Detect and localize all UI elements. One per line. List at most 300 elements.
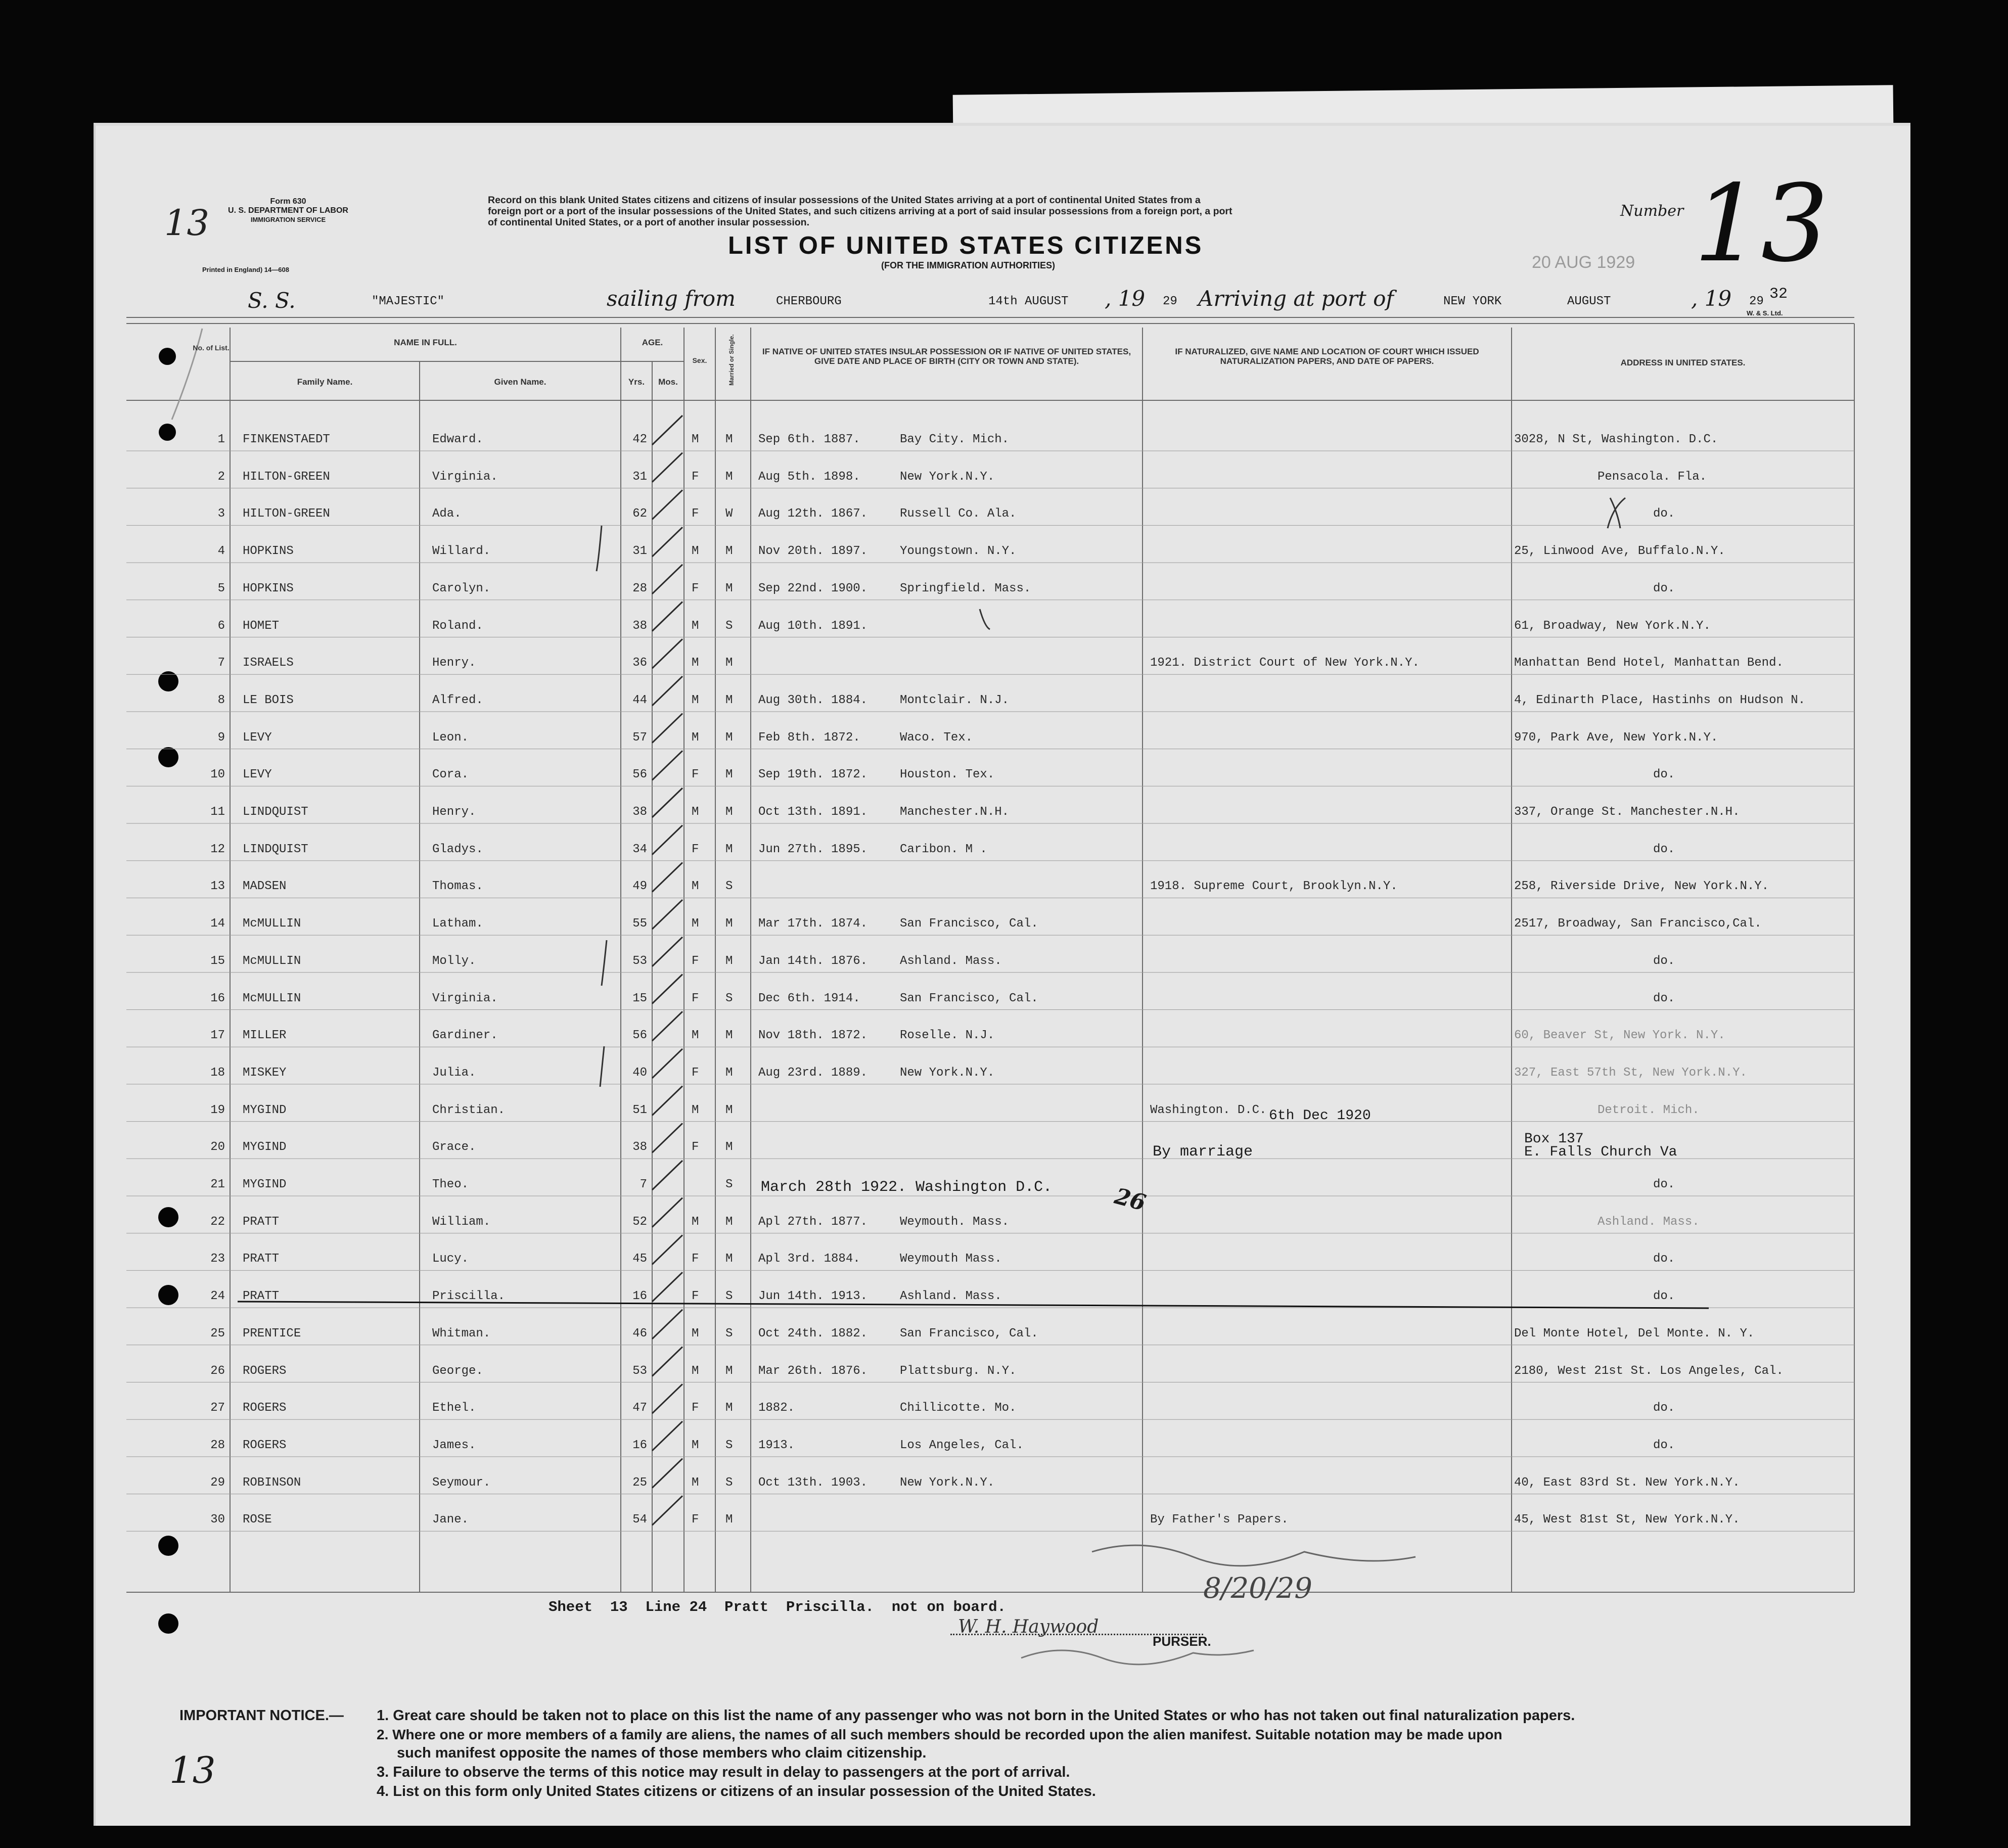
age-years: 38: [632, 1140, 647, 1154]
family-name: MYGIND: [243, 1178, 287, 1191]
page-title: LIST OF UNITED STATES CITIZENS: [728, 232, 1204, 259]
mygind-nat-date: 6th Dec 1920: [1269, 1108, 1371, 1124]
sex: F: [692, 507, 699, 521]
ss-label: S. S.: [248, 288, 296, 313]
marital-status: S: [725, 1326, 733, 1341]
address: 3028, N St, Washington. D.C.: [1514, 433, 1718, 446]
age-years: 52: [632, 1215, 647, 1229]
birth-date: Mar 17th. 1874.: [758, 917, 868, 931]
naturalization: 1918. Supreme Court, Brooklyn.N.Y.: [1150, 880, 1398, 894]
sex: F: [692, 1401, 699, 1415]
year-prefix-1: , 19: [1105, 286, 1146, 311]
address: Del Monte Hotel, Del Monte. N. Y.: [1514, 1326, 1755, 1341]
sex: M: [692, 619, 699, 633]
col-given-name: Given Name.: [494, 377, 546, 387]
address: 327, East 57th St, New York.N.Y.: [1514, 1066, 1747, 1080]
number-value: 13: [1694, 162, 1829, 286]
family-name: LINDQUIST: [243, 805, 308, 819]
sex: M: [692, 1438, 699, 1452]
printed-note: Printed in England) 14—608: [202, 266, 289, 273]
col-address: ADDRESS IN UNITED STATES.: [1620, 358, 1746, 367]
address: 4, Edinarth Place, Hastinhs on Hudson N.: [1514, 693, 1806, 707]
birth-place: Youngstown. N.Y.: [900, 544, 1017, 559]
family-name: PRATT: [243, 1289, 280, 1304]
address: 25, Linwood Ave, Buffalo.N.Y.: [1514, 544, 1725, 559]
check-mark: [652, 862, 682, 892]
arriving-label: Arriving at port of: [1198, 286, 1394, 311]
given-name: Priscilla.: [432, 1289, 506, 1304]
age-years: 44: [632, 693, 647, 707]
row-number: 26: [210, 1364, 225, 1378]
naturalization: Washington. D.C.: [1150, 1103, 1267, 1117]
row-number: 24: [210, 1289, 225, 1304]
col-native: IF NATIVE OF UNITED STATES INSULAR POSSESSION OR IF NATIVE OF UNITED STATES, GIVE DATE AND PLACE OF BIRTH (CITY OR TOWN AND STATE).: [762, 347, 1131, 366]
birth-place: Caribon. M .: [900, 842, 987, 856]
sex: F: [692, 581, 699, 595]
given-name: Edward.: [432, 433, 483, 446]
birth-date: Dec 6th. 1914.: [758, 991, 860, 1005]
age-years: 15: [632, 991, 647, 1005]
given-name: Leon.: [432, 730, 469, 745]
sex: F: [692, 768, 699, 782]
given-name: Molly.: [432, 954, 476, 968]
birth-place: San Francisco, Cal.: [900, 917, 1038, 931]
sex: M: [692, 1215, 699, 1229]
given-name: Virginia.: [432, 991, 498, 1005]
marital-status: S: [725, 991, 733, 1005]
given-name: Lucy.: [432, 1252, 469, 1266]
address: Detroit. Mich.: [1598, 1103, 1700, 1117]
address: 60, Beaver St, New York. N.Y.: [1514, 1029, 1725, 1043]
age-years: 53: [632, 954, 647, 968]
address: do.: [1653, 1289, 1675, 1304]
marital-status: M: [725, 917, 733, 931]
sex: F: [692, 1252, 699, 1266]
check-mark: [652, 788, 682, 817]
birth-date: 1882.: [758, 1401, 795, 1415]
address: do.: [1653, 581, 1675, 595]
family-name: ROBINSON: [243, 1475, 301, 1490]
family-name: HILTON-GREEN: [243, 507, 330, 521]
birth-date: Oct 13th. 1903.: [758, 1475, 868, 1490]
age-years: 28: [632, 581, 647, 595]
address: Manhattan Bend Hotel, Manhattan Bend.: [1514, 656, 1784, 670]
given-name: Ada.: [432, 507, 462, 521]
col-mos: Mos.: [658, 377, 678, 387]
col-sex: Sex.: [692, 356, 707, 364]
family-name: PRATT: [243, 1215, 280, 1229]
given-name: Latham.: [432, 917, 483, 931]
page-subtitle: (FOR THE IMMIGRATION AUTHORITIES): [881, 260, 1055, 270]
number-label: Number: [1620, 202, 1684, 220]
marital-status: M: [725, 581, 733, 595]
address: do.: [1653, 954, 1675, 968]
given-name: Alfred.: [432, 693, 483, 707]
family-name: ROGERS: [243, 1364, 287, 1378]
birth-date: Sep 22nd. 1900.: [758, 581, 868, 595]
notice-item: 1. Great care should be taken not to place on this list the name of any passenger who was not born in the United States or who has not taken out final naturalization papers.: [377, 1707, 1575, 1724]
check-mark: [652, 1049, 682, 1078]
row-number: 23: [210, 1252, 225, 1266]
family-name: HOMET: [243, 619, 280, 633]
margin-mark-bottom: 13: [169, 1749, 216, 1791]
age-years: 25: [632, 1475, 647, 1490]
family-name: PRENTICE: [243, 1326, 301, 1341]
birth-place: Houston. Tex.: [900, 768, 995, 782]
marital-status: S: [725, 1178, 733, 1191]
check-mark: [652, 1421, 682, 1451]
col-family-name: Family Name.: [297, 377, 353, 387]
given-name: Thomas.: [432, 880, 483, 894]
preamble-line: of continental United States, or a port of another insular possession.: [488, 217, 809, 228]
age-years: 38: [632, 805, 647, 819]
theo-birth: March 28th 1922. Washington D.C.: [761, 1179, 1053, 1196]
marital-status: M: [725, 1103, 733, 1117]
row-number: 27: [210, 1401, 225, 1415]
age-years: 45: [632, 1252, 647, 1266]
check-mark: [652, 900, 682, 929]
row-number: 11: [210, 805, 225, 819]
row-number: 9: [217, 730, 225, 745]
naturalization: 1921. District Court of New York.N.Y.: [1150, 656, 1420, 670]
family-name: LE BOIS: [243, 693, 294, 707]
marital-status: M: [725, 1513, 733, 1527]
address: do.: [1653, 1401, 1675, 1415]
given-name: Grace.: [432, 1140, 476, 1154]
preamble-line: foreign port or a port of the insular possessions of the United States, and such citizens arriving at a port of said insular possessions from a foreign port, a port: [488, 206, 1233, 217]
birth-place: San Francisco, Cal.: [900, 1326, 1038, 1341]
family-name: LEVY: [243, 768, 272, 782]
row-number: 13: [210, 880, 225, 894]
age-years: 31: [632, 470, 647, 484]
marital-status: M: [725, 842, 733, 856]
sex: M: [692, 1364, 699, 1378]
age-years: 56: [632, 1029, 647, 1043]
row-number: 2: [217, 470, 225, 484]
family-name: MADSEN: [243, 880, 287, 894]
marital-status: M: [725, 1140, 733, 1154]
marital-status: S: [725, 1289, 733, 1304]
family-name: ROGERS: [243, 1438, 287, 1452]
row-number: 14: [210, 917, 225, 931]
row-number: 19: [210, 1103, 225, 1117]
naturalization: By Father's Papers.: [1150, 1513, 1289, 1527]
age-years: 47: [632, 1401, 647, 1415]
check-mark: [652, 825, 682, 855]
address: 45, West 81st St, New York.N.Y.: [1514, 1513, 1740, 1527]
birth-place: Montclair. N.J.: [900, 693, 1010, 707]
family-name: MISKEY: [243, 1066, 287, 1080]
sex: F: [692, 470, 699, 484]
col-yrs: Yrs.: [628, 377, 645, 387]
by-marriage: By marriage: [1153, 1143, 1253, 1161]
given-name: Carolyn.: [432, 581, 491, 595]
port-to: NEW YORK: [1443, 295, 1502, 308]
given-name: Theo.: [432, 1178, 469, 1191]
check-mark: [652, 1459, 682, 1488]
birth-place: Russell Co. Ala.: [900, 507, 1017, 521]
birth-date: Nov 18th. 1872.: [758, 1029, 868, 1043]
birth-place: New York.N.Y.: [900, 1475, 995, 1490]
address: 61, Broadway, New York.N.Y.: [1514, 619, 1711, 633]
age-years: 7: [640, 1178, 647, 1191]
sex: M: [692, 1326, 699, 1341]
printer-mark: W. & S. Ltd.: [1747, 309, 1783, 317]
marital-status: M: [725, 1252, 733, 1266]
family-name: McMULLIN: [243, 917, 301, 931]
address: 2180, West 21st St. Los Angeles, Cal.: [1514, 1364, 1784, 1378]
row-number: 29: [210, 1475, 225, 1490]
address: Ashland. Mass.: [1598, 1215, 1700, 1229]
given-name: Julia.: [432, 1066, 476, 1080]
age-years: 53: [632, 1364, 647, 1378]
year-1: 29: [1163, 295, 1177, 308]
birth-place: Chillicotte. Mo.: [900, 1401, 1017, 1415]
row-number: 7: [217, 656, 225, 670]
birth-date: Aug 12th. 1867.: [758, 507, 868, 521]
row-number: 30: [210, 1513, 225, 1527]
check-mark: [652, 1011, 682, 1041]
given-name: Gladys.: [432, 842, 483, 856]
marital-status: S: [725, 619, 733, 633]
address: Pensacola. Fla.: [1598, 470, 1707, 484]
birth-place: Plattsburg. N.Y.: [900, 1364, 1017, 1378]
family-name: LEVY: [243, 730, 272, 745]
family-name: ROSE: [243, 1513, 272, 1527]
address: 258, Riverside Drive, New York.N.Y.: [1514, 880, 1769, 894]
address: 337, Orange St. Manchester.N.H.: [1514, 805, 1740, 819]
year-prefix-2: , 19: [1691, 286, 1732, 311]
date-stamp: 20 AUG 1929: [1532, 253, 1635, 272]
sex: M: [692, 917, 699, 931]
row-number: 6: [217, 619, 225, 633]
marital-status: M: [725, 1029, 733, 1043]
row-number: 10: [210, 768, 225, 782]
sheet-note: Sheet 13 Line 24 Pratt Priscilla. not on board.: [549, 1599, 1006, 1615]
age-years: 34: [632, 842, 647, 856]
notice-heading: IMPORTANT NOTICE.—: [179, 1707, 344, 1724]
col-age: AGE.: [642, 338, 663, 347]
form-number: Form 630: [270, 197, 306, 206]
row-number: 21: [210, 1178, 225, 1191]
given-name: William.: [432, 1215, 491, 1229]
family-name: MILLER: [243, 1029, 287, 1043]
birth-date: Mar 26th. 1876.: [758, 1364, 868, 1378]
row-number: 22: [210, 1215, 225, 1229]
birth-date: Aug 10th. 1891.: [758, 619, 868, 633]
birth-place: Waco. Tex.: [900, 730, 973, 745]
given-name: Gardiner.: [432, 1029, 498, 1043]
marital-status: M: [725, 768, 733, 782]
age-years: 42: [632, 433, 647, 446]
row-number: 28: [210, 1438, 225, 1452]
marital-status: M: [725, 805, 733, 819]
check-mark: [652, 1310, 682, 1339]
birth-place: Ashland. Mass.: [900, 1289, 1002, 1304]
row-number: 15: [210, 954, 225, 968]
birth-date: Jan 14th. 1876.: [758, 954, 868, 968]
given-name: Jane.: [432, 1513, 469, 1527]
ship-name: "MAJESTIC": [372, 295, 445, 308]
birth-place: New York.N.Y.: [900, 1066, 995, 1080]
birth-place: Weymouth. Mass.: [900, 1215, 1010, 1229]
family-name: MYGIND: [243, 1140, 287, 1154]
handwritten-date: 8/20/29: [1203, 1572, 1312, 1605]
birth-date: Aug 5th. 1898.: [758, 470, 860, 484]
family-name: McMULLIN: [243, 954, 301, 968]
row-number: 8: [217, 693, 225, 707]
family-name: PRATT: [243, 1252, 280, 1266]
sex: F: [692, 1140, 699, 1154]
family-name: ROGERS: [243, 1401, 287, 1415]
check-mark: [652, 1161, 682, 1190]
birth-date: Aug 30th. 1884.: [758, 693, 868, 707]
address: 970, Park Ave, New York.N.Y.: [1514, 730, 1718, 745]
check-mark: [652, 639, 682, 668]
preamble-line: Record on this blank United States citizens and citizens of insular possessions of the United States arriving at a port of continental United States from a: [488, 195, 1201, 206]
address: do.: [1653, 1252, 1675, 1266]
sex: F: [692, 1289, 699, 1304]
marital-status: M: [725, 433, 733, 446]
check-mark: [652, 527, 682, 557]
col-naturalized: IF NATURALIZED, GIVE NAME AND LOCATION OF COURT WHICH ISSUED NATURALIZATION PAPERS, AND DATE OF PAPERS.: [1175, 347, 1479, 366]
day-to: 32: [1769, 286, 1788, 303]
age-years: 46: [632, 1326, 647, 1341]
age-years: 38: [632, 619, 647, 633]
sex: F: [692, 954, 699, 968]
given-name: James.: [432, 1438, 476, 1452]
address: 2517, Broadway, San Francisco,Cal.: [1514, 917, 1762, 931]
marital-status: S: [725, 880, 733, 894]
age-years: 31: [632, 544, 647, 559]
row-number: 20: [210, 1140, 225, 1154]
family-name: MYGIND: [243, 1103, 287, 1117]
check-mark: [652, 1347, 682, 1376]
sex: F: [692, 1513, 699, 1527]
address: do.: [1653, 1178, 1675, 1191]
year-2: 29: [1749, 295, 1764, 308]
family-name: HOPKINS: [243, 544, 294, 559]
given-name: Willard.: [432, 544, 491, 559]
given-name: Ethel.: [432, 1401, 476, 1415]
row-number: 17: [210, 1029, 225, 1043]
col-no-of-list: No. of List.: [193, 344, 230, 352]
given-name: Whitman.: [432, 1326, 491, 1341]
code-26: 26: [1112, 1183, 1149, 1217]
date-from: 14th AUGUST: [988, 295, 1069, 308]
given-name: Christian.: [432, 1103, 506, 1117]
age-years: 56: [632, 768, 647, 782]
birth-date: Oct 24th. 1882.: [758, 1326, 868, 1341]
marital-status: M: [725, 693, 733, 707]
given-name: Cora.: [432, 768, 469, 782]
sex: M: [692, 693, 699, 707]
sex: M: [692, 1475, 699, 1490]
birth-date: Aug 23rd. 1889.: [758, 1066, 868, 1080]
check-mark: [652, 975, 682, 1004]
check-mark: [652, 714, 682, 743]
check-mark: [652, 1496, 682, 1525]
port-from: CHERBOURG: [776, 295, 842, 308]
department: U. S. DEPARTMENT OF LABOR: [228, 206, 348, 215]
sex: M: [692, 544, 699, 559]
box-address: Box 137: [1524, 1131, 1584, 1147]
notice-item: 3. Failure to observe the terms of this notice may result in delay to passengers at the port of arrival.: [377, 1764, 1070, 1780]
marital-status: M: [725, 470, 733, 484]
marital-status: W: [725, 507, 733, 521]
marital-status: M: [725, 656, 733, 670]
age-years: 36: [632, 656, 647, 670]
birth-date: Nov 20th. 1897.: [758, 544, 868, 559]
check-mark: [652, 565, 682, 594]
row-number: 3: [217, 507, 225, 521]
marital-status: M: [725, 1215, 733, 1229]
address: do.: [1653, 991, 1675, 1005]
check-mark: [652, 1123, 682, 1152]
birth-date: Sep 19th. 1872.: [758, 768, 868, 782]
sex: M: [692, 656, 699, 670]
birth-date: Apl 27th. 1877.: [758, 1215, 868, 1229]
given-name: George.: [432, 1364, 483, 1378]
address: do.: [1653, 768, 1675, 782]
birth-date: Apl 3rd. 1884.: [758, 1252, 860, 1266]
given-name: Roland.: [432, 619, 483, 633]
sex: F: [692, 842, 699, 856]
marital-status: M: [725, 954, 733, 968]
purser-signature: W. H. Haywood: [958, 1616, 1099, 1637]
notice-item: such manifest opposite the names of those members who claim citizenship.: [397, 1745, 927, 1761]
family-name: FINKENSTAEDT: [243, 433, 330, 446]
sex: M: [692, 730, 699, 745]
given-name: Henry.: [432, 656, 476, 670]
age-years: 40: [632, 1066, 647, 1080]
marital-status: M: [725, 1401, 733, 1415]
family-name: McMULLIN: [243, 991, 301, 1005]
check-mark: [652, 1235, 682, 1264]
age-years: 55: [632, 917, 647, 931]
address: do.: [1653, 1438, 1675, 1452]
sex: F: [692, 991, 699, 1005]
birth-date: Sep 6th. 1887.: [758, 433, 860, 446]
sex: M: [692, 433, 699, 446]
age-years: 62: [632, 507, 647, 521]
row-number: 16: [210, 991, 225, 1005]
birth-place: Roselle. N.J.: [900, 1029, 995, 1043]
notice-item: 4. List on this form only United States citizens or citizens of an insular possession of the United States.: [377, 1783, 1096, 1799]
age-years: 16: [632, 1438, 647, 1452]
birth-place: New York.N.Y.: [900, 470, 995, 484]
address: 40, East 83rd St. New York.N.Y.: [1514, 1475, 1740, 1490]
sex: M: [692, 1103, 699, 1117]
falls-church: E. Falls Church Va: [1524, 1144, 1677, 1160]
sailing-label: sailing from: [607, 286, 736, 311]
given-name: Henry.: [432, 805, 476, 819]
service: IMMIGRATION SERVICE: [250, 216, 326, 223]
age-years: 51: [632, 1103, 647, 1117]
check-mark: [652, 1272, 682, 1302]
birth-date: 1913.: [758, 1438, 795, 1452]
family-name: ISRAELS: [243, 656, 294, 670]
margin-mark-top: 13: [164, 202, 210, 244]
birth-place: Los Angeles, Cal.: [900, 1438, 1024, 1452]
row-number: 18: [210, 1066, 225, 1080]
check-mark: [652, 1198, 682, 1227]
col-married: Married or Single.: [728, 334, 735, 386]
col-name-in-full: NAME IN FULL.: [394, 338, 457, 347]
check-mark: [652, 676, 682, 706]
check-mark: [652, 751, 682, 780]
sex: F: [692, 1066, 699, 1080]
